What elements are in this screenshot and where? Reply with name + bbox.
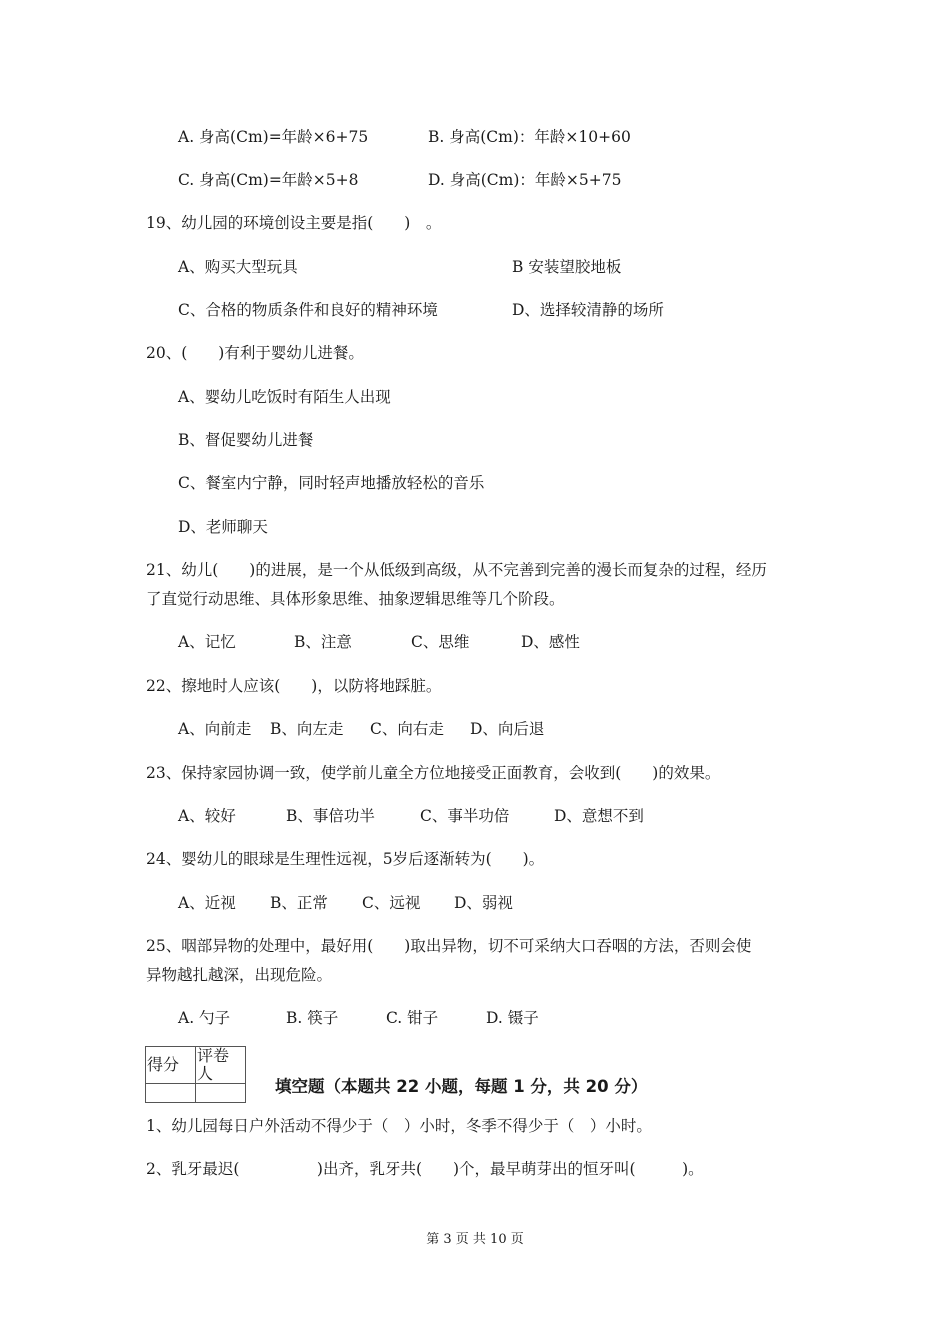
q18-option-a: A. 身高(Cm)=年龄×6+75 [178, 128, 369, 146]
q20-option-b: B、督促婴幼儿进餐 [178, 431, 314, 449]
score-box [145, 1046, 246, 1103]
q22-stem: 22、擦地时人应该( )，以防将地踩脏。 [146, 677, 442, 695]
q21-stem-line2: 了直觉行动思维、具体形象思维、抽象逻辑思维等几个阶段。 [146, 590, 565, 608]
grader-cell [196, 1084, 246, 1103]
q21-option-d: D、感性 [521, 633, 580, 651]
q21-option-b: B、注意 [294, 633, 352, 651]
q23-option-c: C、事半功倍 [420, 807, 510, 825]
q18-option-b: B. 身高(Cm)：年龄×10+60 [428, 128, 631, 146]
q19-option-c: C、合格的物质条件和良好的精神环境 [178, 301, 438, 319]
q19-option-a: A、购买大型玩具 [178, 258, 298, 276]
q18-option-c: C. 身高(Cm)=年龄×5+8 [178, 171, 359, 189]
q21-option-c: C、思维 [411, 633, 470, 651]
q19-option-b: B 安装望胶地板 [512, 258, 622, 276]
q24-option-d: D、弱视 [454, 894, 513, 912]
q24-option-c: C、远视 [362, 894, 421, 912]
q25-option-a: A. 勺子 [178, 1009, 231, 1027]
q23-option-a: A、较好 [178, 807, 236, 825]
q18-option-d: D. 身高(Cm)：年龄×5+75 [428, 171, 622, 189]
q22-option-c: C、向右走 [370, 720, 444, 738]
q19-option-d: D、选择较清静的场所 [512, 301, 664, 319]
q25-option-c: C. 钳子 [386, 1009, 439, 1027]
score-header: 得分 [146, 1047, 196, 1084]
q23-option-d: D、意想不到 [554, 807, 644, 825]
q25-option-d: D. 镊子 [486, 1009, 539, 1027]
q22-option-d: D、向后退 [470, 720, 545, 738]
q20-option-c: C、餐室内宁静，同时轻声地播放轻松的音乐 [178, 474, 485, 492]
grader-header: 评卷人 [196, 1047, 246, 1084]
page-footer: 第 3 页 共 10 页 [426, 1232, 524, 1247]
q24-option-b: B、正常 [270, 894, 328, 912]
score-cell [146, 1084, 196, 1103]
q22-option-b: B、向左走 [270, 720, 344, 738]
fill-question-2: 2、乳牙最迟( )出齐，乳牙共( )个，最早萌芽出的恒牙叫( )。 [146, 1160, 704, 1178]
section-title: 填空题（本题共 22 小题，每题 1 分，共 20 分） [275, 1077, 648, 1096]
q21-option-a: A、记忆 [178, 633, 236, 651]
q24-stem: 24、婴幼儿的眼球是生理性远视，5岁后逐渐转为( )。 [146, 850, 545, 868]
q22-option-a: A、向前走 [178, 720, 252, 738]
q23-stem: 23、保持家园协调一致，使学前儿童全方位地接受正面教育，会收到( )的效果。 [146, 764, 721, 782]
q25-stem-line1: 25、咽部异物的处理中，最好用( )取出异物，切不可采纳大口吞咽的方法，否则会使 [146, 937, 752, 955]
q21-stem-line1: 21、幼儿( )的进展，是一个从低级到高级，从不完善到完善的漫长而复杂的过程，经历 [146, 561, 767, 579]
q19-stem: 19、幼儿园的环境创设主要是指( ) 。 [146, 214, 442, 232]
q20-option-a: A、婴幼儿吃饭时有陌生人出现 [178, 388, 391, 406]
q20-stem: 20、( )有利于婴幼儿进餐。 [146, 344, 364, 362]
q20-option-d: D、老师聊天 [178, 518, 268, 536]
q25-stem-line2: 异物越扎越深，出现危险。 [146, 966, 333, 984]
q24-option-a: A、近视 [178, 894, 236, 912]
fill-question-1: 1、幼儿园每日户外活动不得少于（ ）小时，冬季不得少于（ ）小时。 [146, 1117, 652, 1135]
q25-option-b: B. 筷子 [286, 1009, 339, 1027]
q23-option-b: B、事倍功半 [286, 807, 375, 825]
